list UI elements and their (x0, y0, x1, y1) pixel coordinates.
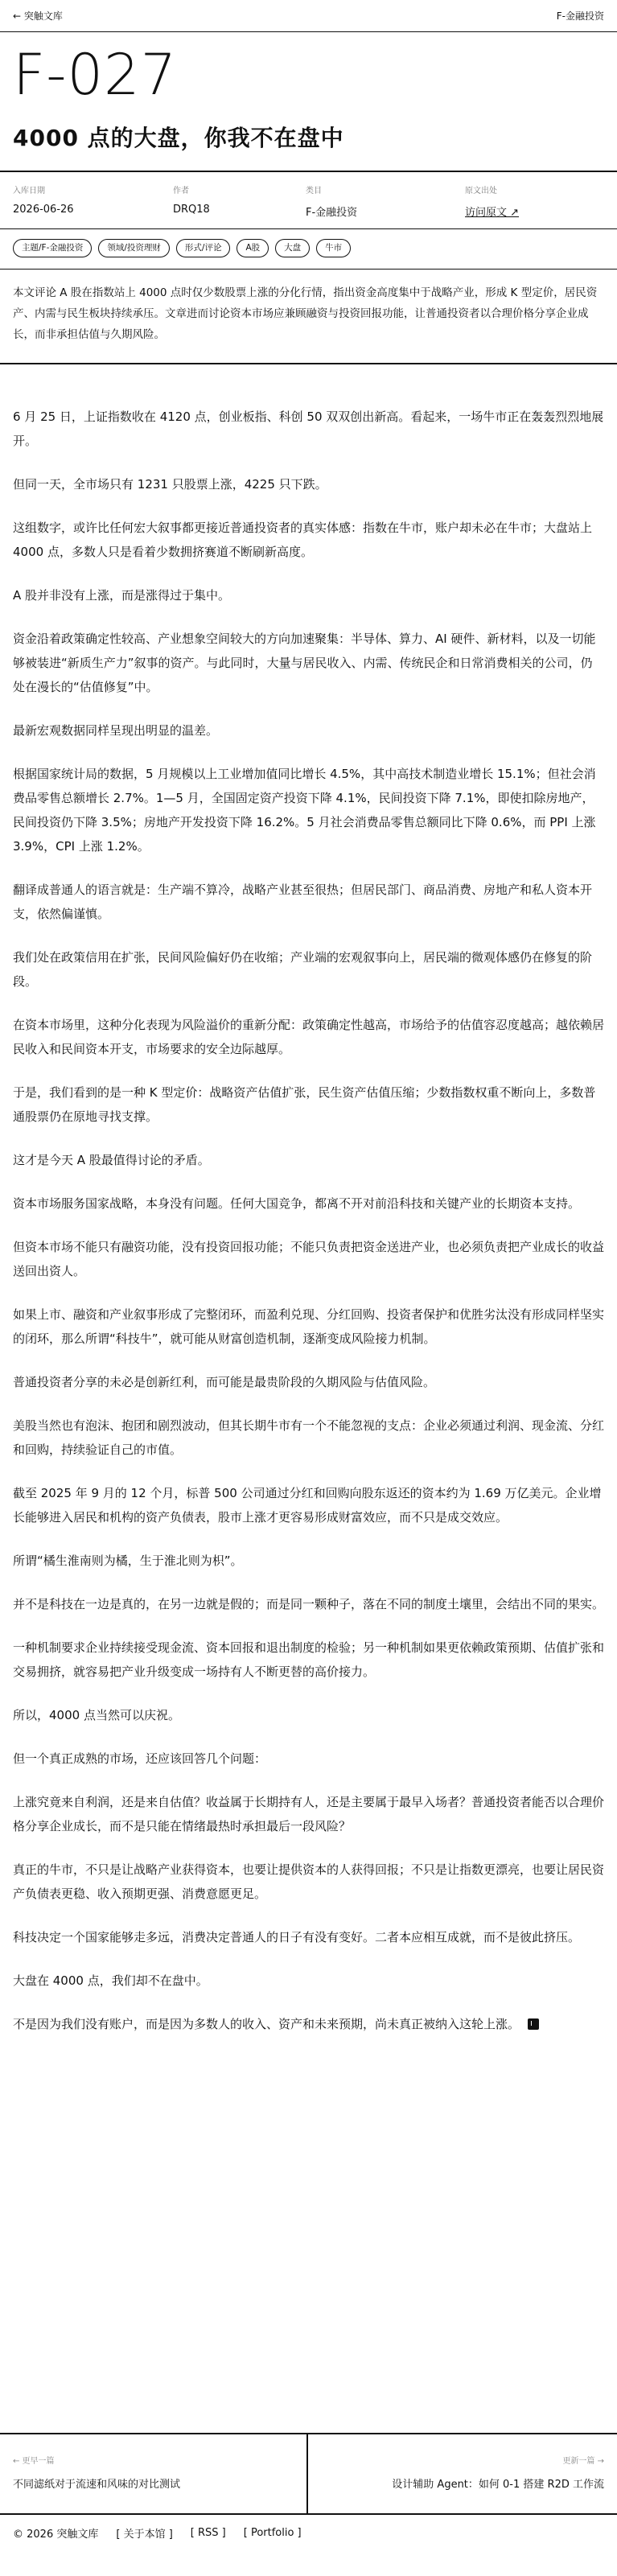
footer (0, 2515, 617, 2550)
next-hint: 更新一篇 → (562, 2457, 604, 2466)
copyright: © 2026 突触文库 (13, 2528, 99, 2541)
top-bar (0, 0, 617, 32)
summary: 本文评论 A 股在指数站上 4000 点时仅少数股票上涨的分化行情，指出资金高度集中于战略产业，形成 K 型定价，居民资产、内需与民生板块持续承压。文章进而讨论资本市场应兼顾融资与投资回报功能，让普通投资者以合理价格分享企业成长，而非承担估值与久期风险。 (0, 270, 617, 364)
meta-category (306, 183, 465, 219)
article-body (0, 364, 617, 2068)
paragraph: 这才是今天 A 股最值得讨论的矛盾。 (13, 1152, 210, 1167)
rss-link[interactable]: [ RSS ] (190, 2526, 226, 2539)
last-paragraph-text: 不是因为我们没有账户，而是因为多数人的收入、资产和未来预期，尚未真正被纳入这轮上涨。 (13, 2016, 520, 2031)
paragraph: 普通投资者分享的未必是创新红利，而可能是最贵阶段的久期风险与估值风险。 (13, 1374, 436, 1389)
paragraph: 资本市场服务国家战略，本身没有问题。任何大国竞争，都离不开对前沿科技和关键产业的长期资本支持。 (13, 1195, 581, 1211)
section-label: F-金融投资 (556, 10, 604, 22)
about-link[interactable]: [ 关于本馆 ] (116, 2528, 173, 2541)
next-article-link[interactable] (308, 2434, 617, 2513)
tag-a-share[interactable]: A股 (237, 239, 269, 257)
tag-topic[interactable]: 主题/F-金融投资 (13, 239, 92, 257)
paragraph: 上涨究竟来自利润，还是来自估值？收益属于长期持有人，还是主要属于最早入场者？普通投资者能否以合理价格分享企业成长，而不是只能在情绪最热时承担最后一段风险？ (13, 1794, 605, 1833)
paragraph: 截至 2025 年 9 月的 12 个月，标普 500 公司通过分红和回购向股东返还的资本约为 1.69 万亿美元。企业增长能够进入居民和机构的资产负债表，股市上涨才更容易形成财富效应，而不只是成交效应。 (13, 1485, 602, 1525)
paragraph: 但一个真正成熟的市场，还应该回答几个问题： (13, 1751, 267, 1766)
paragraph: 于是，我们看到的是一种 K 型定价：战略资产估值扩张，民生资产估值压缩；少数指数权重不断向上，多数普通股票仍在原地寻找支撑。 (13, 1084, 596, 1124)
meta-grid (0, 172, 617, 229)
meta-author-label: 作者 (173, 187, 189, 195)
tag-list (0, 229, 617, 270)
meta-category-label: 类目 (306, 187, 322, 195)
paragraph: 但资本市场不能只有融资功能，没有投资回报功能；不能只负责把资金送进产业，也必须负责把产业成长的收益送回出资人。 (13, 1239, 605, 1278)
paragraph: 所谓“橘生淮南则为橘，生于淮北则为枳”。 (13, 1553, 243, 1568)
article-pager (0, 2433, 617, 2515)
meta-category-value: F-金融投资 (306, 207, 358, 219)
portfolio-link[interactable]: [ Portfolio ] (243, 2526, 302, 2539)
paragraph: 在资本市场里，这种分化表现为风险溢价的重新分配：政策确定性越高，市场给予的估值容忍度越高；越依赖居民收入和民间资本开支，市场要求的安全边际越厚。 (13, 1017, 605, 1056)
paragraph: 真正的牛市，不只是让战略产业获得资本，也要让提供资本的人获得回报；不只是让指数更漂亮，也要让居民资产负债表更稳、收入预期更强、消费意愿更足。 (13, 1862, 605, 1901)
paragraph: 翻译成普通人的语言就是：生产端不算冷，战略产业甚至很热；但居民部门、商品消费、房地产和私人资本开支，依然偏谨慎。 (13, 882, 593, 921)
tag-market[interactable]: 大盘 (275, 239, 310, 257)
paragraph: 这组数字，或许比任何宏大叙事都更接近普通投资者的真实体感：指数在牛市，账户却未必在牛市；大盘站上 4000 点，多数人只是看着少数拥挤赛道不断刷新高度。 (13, 520, 593, 559)
source-link[interactable]: 访问原文 ↗ (465, 207, 520, 219)
paragraph: 我们处在政策信用在扩张，民间风险偏好仍在收缩；产业端的宏观叙事向上，居民端的微观体感仍在修复的阶段。 (13, 949, 593, 989)
meta-date-label: 入库日期 (13, 187, 45, 195)
article-title: 4000 点的大盘，你我不在盘中 (13, 125, 344, 151)
meta-source (465, 183, 604, 219)
last-paragraph (13, 2012, 604, 2036)
meta-author-value: DRQ18 (173, 204, 210, 216)
article-code: F-027 (13, 42, 178, 108)
tag-bull-market[interactable]: 牛市 (316, 239, 351, 257)
paragraph: A 股并非没有上涨，而是涨得过于集中。 (13, 587, 231, 603)
tag-domain[interactable]: 领域/投资理财 (98, 239, 170, 257)
paragraph: 如果上市、融资和产业叙事形成了完整闭环，而盈利兑现、分红回购、投资者保护和优胜劣汰没有形成同样坚实的闭环，那么所谓“科技牛”，就可能从财富创造机制，逐渐变成风险接力机制。 (13, 1307, 605, 1346)
meta-source-label: 原文出处 (465, 187, 497, 195)
paragraph: 科技决定一个国家能够走多远，消费决定普通人的日子有没有变好。二者本应相互成就，而不是彼此挤压。 (13, 1929, 581, 1944)
prev-hint: ← 更早一篇 (13, 2457, 55, 2466)
paragraph: 所以，4000 点当然可以庆祝。 (13, 1707, 180, 1722)
back-to-library-link[interactable]: ← 突触文库 (13, 10, 63, 22)
paragraph: 但同一天，全市场只有 1231 只股票上涨，4225 只下跌。 (13, 476, 327, 492)
paragraph: 6 月 25 日，上证指数收在 4120 点，创业板指、科创 50 双双创出新高。看起来，一场牛市正在轰轰烈烈地展开。 (13, 409, 604, 448)
paragraph: 大盘在 4000 点，我们却不在盘中。 (13, 1973, 208, 1988)
next-title: 设计辅助 Agent：如何 0-1 搭建 R2D 工作流 (392, 2479, 604, 2491)
tag-form[interactable]: 形式/评论 (176, 239, 231, 257)
paragraph: 根据国家统计局的数据，5 月规模以上工业增加值同比增长 4.5%，其中高技术制造业增长 15.1%；但社会消费品零售总额增长 2.7%。1—5 月，全国固定资产投资下降 4.1%，民间投资下降 7.1%，即使扣除房地产，民间投资仍下降 3.5%；房地产开发投资下降 16.2%。5 月社会消费品零售总额同比下降 0.6%，而 PPI 上涨 3.9%，CPI 上涨 1.2%。 (13, 766, 596, 854)
meta-date-value: 2026-06-26 (13, 204, 74, 216)
hero (0, 32, 617, 172)
end-mark-icon (528, 2018, 539, 2030)
prev-title: 不同滤纸对于流速和风味的对比测试 (13, 2479, 181, 2491)
prev-article-link[interactable] (0, 2434, 308, 2513)
paragraph: 一种机制要求企业持续接受现金流、资本回报和退出制度的检验；另一种机制如果更依赖政策预期、估值扩张和交易拥挤，就容易把产业升级变成一场持有人不断更替的高价接力。 (13, 1640, 605, 1679)
paragraph: 资金沿着政策确定性较高、产业想象空间较大的方向加速聚集：半导体、算力、AI 硬件、新材料，以及一切能够被装进“新质生产力”叙事的资产。与此同时，大量与居民收入、内需、传统民企和日常消费相关的公司，仍处在漫长的“估值修复”中。 (13, 631, 596, 694)
paragraph: 美股当然也有泡沫、抱团和剧烈波动，但其长期牛市有一个不能忽视的支点：企业必须通过利润、现金流、分红和回购，持续验证自己的市值。 (13, 1418, 605, 1457)
paragraph: 并不是科技在一边是真的，在另一边就是假的；而是同一颗种子，落在不同的制度土壤里，会结出不同的果实。 (13, 1596, 605, 1611)
paragraph: 最新宏观数据同样呈现出明显的温差。 (13, 722, 219, 738)
meta-author (173, 183, 306, 219)
meta-date (13, 183, 173, 219)
